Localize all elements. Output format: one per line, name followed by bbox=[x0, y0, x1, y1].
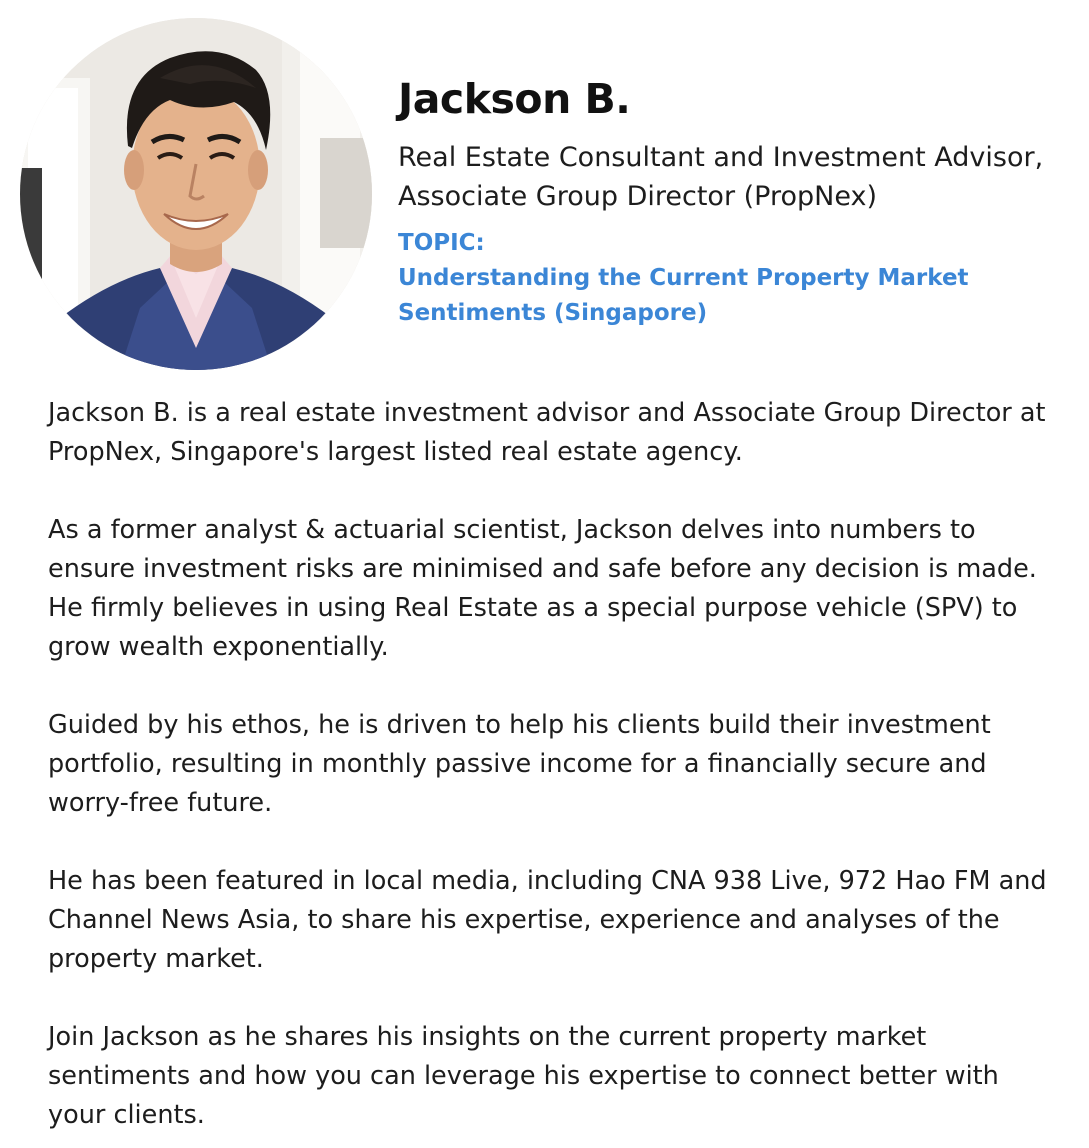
speaker-name: Jackson B. bbox=[398, 75, 631, 123]
topic-block bbox=[398, 226, 1078, 331]
portrait-image bbox=[20, 18, 372, 370]
speaker-header bbox=[398, 74, 1078, 331]
bio-paragraph: Guided by his ethos, he is driven to help his clients build their investment portfolio, resulting in monthly passive income for a financially secure and worry-free future. bbox=[48, 710, 991, 818]
speaker-bio bbox=[48, 394, 1048, 1135]
bio-paragraph: He has been featured in local media, including CNA 938 Live, 972 Hao FM and Channel News Asia, to share his expertise, experience and analyses of the property market. bbox=[48, 866, 1047, 974]
topic-text: Understanding the Current Property Market Sentiments (Singapore) bbox=[398, 265, 969, 326]
speaker-photo bbox=[20, 18, 372, 370]
bio-paragraph: Join Jackson as he shares his insights on the current property market sentiments and how you can leverage his expertise to connect better with your clients. bbox=[48, 1022, 999, 1130]
bio-paragraph: As a former analyst & actuarial scientist, Jackson delves into numbers to ensure investment risks are minimised and safe before any decision is made. He firmly believes in using Real Estate as a special purpose vehicle (SPV) to grow wealth exponentially. bbox=[48, 515, 1037, 662]
topic-label: TOPIC: bbox=[398, 230, 485, 256]
bio-paragraph: Jackson B. is a real estate investment advisor and Associate Group Director at PropNex, Singapore's largest listed real estate agency. bbox=[48, 398, 1046, 467]
speaker-job-title: Real Estate Consultant and Investment Advisor, Associate Group Director (PropNex) bbox=[398, 142, 1044, 212]
